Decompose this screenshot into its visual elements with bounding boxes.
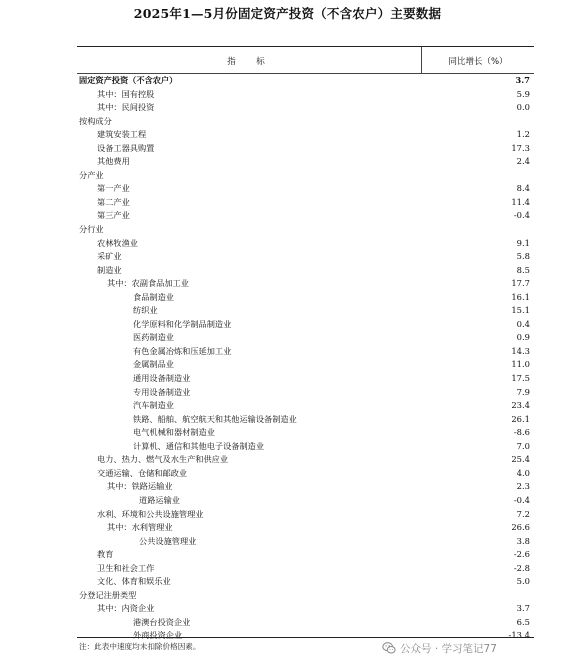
- watermark-text: 公众号 · 学习笔记77: [400, 642, 497, 655]
- row-label: 分行业: [79, 224, 104, 235]
- row-label: 固定资产投资（不含农户）: [79, 75, 178, 85]
- table-row: [77, 237, 534, 251]
- row-label: 其中：水利管理业: [107, 522, 173, 533]
- row-value: 15.1: [511, 305, 530, 316]
- table-row: [77, 264, 534, 278]
- column-header-growth: 同比增长（%）: [448, 57, 508, 67]
- row-value: 26.6: [511, 522, 530, 533]
- row-label: 教育: [97, 549, 114, 560]
- row-label: 其他费用: [97, 156, 130, 167]
- row-label: 第二产业: [97, 196, 130, 207]
- page-title: 2025年1—5月份固定资产投资（不含农户）主要数据: [133, 6, 442, 21]
- row-value: -2.6: [513, 549, 530, 560]
- table-row: [77, 467, 534, 481]
- row-value: 3.7: [515, 75, 530, 85]
- table-row: [77, 453, 534, 467]
- row-label: 交通运输、仓储和邮政业: [97, 467, 188, 478]
- table-row: [77, 426, 534, 440]
- row-value: 2.3: [516, 481, 530, 492]
- row-value: 17.7: [511, 278, 530, 289]
- row-label: 其中：内资企业: [97, 603, 155, 614]
- table-row: [77, 250, 534, 264]
- row-label: 铁路、船舶、航空航天和其他运输设备制造业: [133, 413, 297, 424]
- row-value: 23.4: [511, 400, 530, 411]
- table-row: [77, 169, 534, 183]
- table-row: [77, 223, 534, 237]
- row-label: 文化、体育和娱乐业: [97, 576, 171, 587]
- row-value: 9.1: [516, 237, 530, 248]
- row-value: -8.6: [513, 427, 530, 438]
- row-label: 医药制造业: [133, 332, 174, 343]
- row-label: 水利、环境和公共设施管理业: [97, 508, 204, 519]
- row-value: 26.1: [511, 413, 530, 424]
- row-value: 16.1: [511, 291, 530, 302]
- table-row: [77, 562, 534, 576]
- row-value: 5.0: [516, 576, 530, 587]
- row-value: 5.9: [516, 88, 530, 99]
- table-header: [77, 47, 534, 74]
- table-row: [77, 304, 534, 318]
- table-row: [77, 318, 534, 332]
- row-label: 港澳台投资企业: [133, 616, 191, 627]
- row-label: 按构成分: [79, 115, 112, 126]
- table-bottom-rule: [77, 637, 534, 638]
- table-row: [77, 372, 534, 386]
- table-row: [77, 358, 534, 372]
- table-row: [77, 386, 534, 400]
- row-value: 17.5: [511, 373, 530, 384]
- row-label: 专用设备制造业: [133, 386, 191, 397]
- row-label: 公共设施管理业: [139, 535, 197, 546]
- table-row: [77, 521, 534, 535]
- table-row: [77, 88, 534, 102]
- row-label: 制造业: [97, 264, 122, 275]
- table-row: [77, 413, 534, 427]
- table-row: [77, 345, 534, 359]
- row-value: 0.0: [516, 102, 530, 113]
- row-value: -0.4: [513, 494, 530, 505]
- row-label: 其中：民间投资: [97, 102, 155, 113]
- row-value: 14.3: [511, 345, 530, 356]
- row-value: 6.5: [516, 616, 530, 627]
- row-value: 5.8: [516, 251, 530, 262]
- table-row: [77, 331, 534, 345]
- row-value: 1.2: [516, 129, 530, 140]
- row-value: 0.9: [516, 332, 530, 343]
- row-label: 农林牧渔业: [97, 237, 138, 248]
- row-value: 7.0: [516, 440, 530, 451]
- row-label: 采矿业: [97, 251, 122, 262]
- row-label: 道路运输业: [139, 494, 180, 505]
- row-value: 25.4: [511, 454, 530, 465]
- data-table: [77, 46, 534, 643]
- row-label: 电力、热力、燃气及水生产和供应业: [97, 454, 229, 465]
- row-label: 外商投资企业: [133, 630, 183, 641]
- row-label: 化学原料和化学制品制造业: [133, 318, 232, 329]
- row-value: 17.3: [511, 142, 530, 153]
- table-row: [77, 535, 534, 549]
- row-label: 其中：国有控股: [97, 88, 155, 99]
- table-row: [77, 74, 534, 88]
- row-value: -13.4: [508, 630, 530, 641]
- row-value: -2.8: [513, 562, 530, 573]
- table-body: [77, 74, 534, 643]
- table-row: [77, 494, 534, 508]
- table-row: [77, 440, 534, 454]
- table-row: [77, 196, 534, 210]
- table-row: [77, 508, 534, 522]
- row-value: 7.2: [516, 508, 530, 519]
- row-label: 金属制品业: [133, 359, 174, 370]
- row-label: 其中：铁路运输业: [107, 481, 173, 492]
- table-row: [77, 602, 534, 616]
- column-header-indicator: 指 标: [227, 57, 271, 67]
- row-label: 计算机、通信和其他电子设备制造业: [133, 440, 265, 451]
- row-value: 3.7: [516, 603, 530, 614]
- row-value: 7.9: [516, 386, 530, 397]
- table-row: [77, 101, 534, 115]
- row-label: 分登记注册类型: [79, 589, 137, 600]
- row-value: 11.4: [511, 196, 530, 207]
- row-label: 有色金属冶炼和压延加工业: [133, 345, 232, 356]
- table-row: [77, 142, 534, 156]
- table-row: [77, 115, 534, 129]
- row-value: 0.4: [516, 318, 530, 329]
- table-row: [77, 616, 534, 630]
- row-value: 4.0: [516, 467, 530, 478]
- row-label: 通用设备制造业: [133, 373, 191, 384]
- row-value: -0.4: [513, 210, 530, 221]
- row-value: 11.0: [511, 359, 530, 370]
- row-value: 2.4: [516, 156, 530, 167]
- table-row: [77, 548, 534, 562]
- table-row: [77, 128, 534, 142]
- row-value: 8.5: [516, 264, 530, 275]
- row-label: 汽车制造业: [133, 400, 174, 411]
- table-row: [77, 209, 534, 223]
- row-label: 电气机械和器材制造业: [133, 427, 215, 438]
- table-row: [77, 291, 534, 305]
- watermark: [382, 640, 497, 656]
- row-label: 纺织业: [133, 305, 158, 316]
- row-label: 设备工器具购置: [97, 142, 155, 153]
- row-value: 3.8: [516, 535, 530, 546]
- table-note: 注：此表中速度均未扣除价格因素。: [79, 642, 201, 651]
- row-value: 8.4: [516, 183, 530, 194]
- row-label: 分产业: [79, 169, 104, 180]
- table-row: [77, 575, 534, 589]
- row-label: 第三产业: [97, 210, 130, 221]
- table-row: [77, 480, 534, 494]
- table-row: [77, 589, 534, 603]
- table-row: [77, 182, 534, 196]
- wechat-icon: [382, 641, 396, 655]
- table-row: [77, 277, 534, 291]
- table-row: [77, 399, 534, 413]
- row-label: 第一产业: [97, 183, 130, 194]
- row-label: 其中：农副食品加工业: [107, 278, 189, 289]
- row-label: 建筑安装工程: [97, 129, 147, 140]
- table-row: [77, 155, 534, 169]
- row-label: 食品制造业: [133, 291, 174, 302]
- row-label: 卫生和社会工作: [97, 562, 155, 573]
